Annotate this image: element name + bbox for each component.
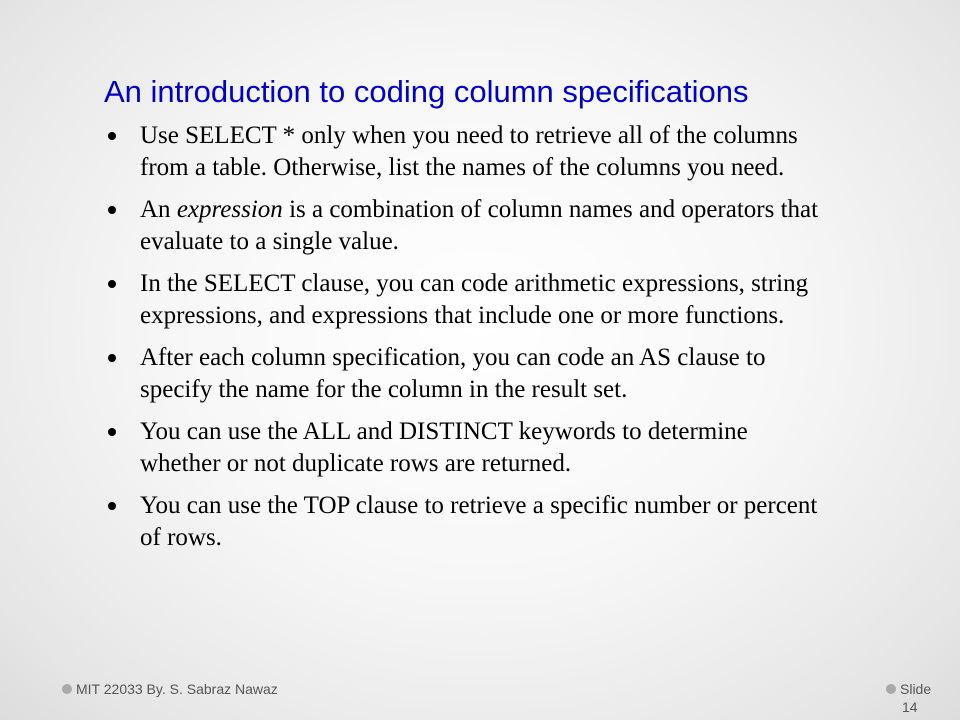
bullet-item xyxy=(104,342,824,406)
bullet-dot-icon xyxy=(108,280,116,288)
bullet-text: You can use the TOP clause to retrieve a specific number or percent of rows. xyxy=(140,492,818,551)
footer-author-text: MIT 22033 By. S. Sabraz Nawaz xyxy=(76,681,278,697)
bullet-text: Use SELECT * only when you need to retrieve all of the columns from a table. Otherwise, list the names of the columns you need. xyxy=(140,122,798,181)
bullet-list xyxy=(104,120,824,564)
bullet-item xyxy=(104,490,824,554)
footer-slide-number xyxy=(886,680,946,716)
footer-author xyxy=(62,680,278,698)
bullet-dot-icon xyxy=(108,354,116,362)
bullet-text: In the SELECT clause, you can code arithmetic expressions, string expressions, and expressions that include one or more functions. xyxy=(140,270,809,329)
footer-bullet-icon xyxy=(62,684,72,694)
bullet-dot-icon xyxy=(108,502,116,510)
bullet-item xyxy=(104,120,824,184)
slide-number: 14 xyxy=(902,699,918,715)
bullet-item xyxy=(104,268,824,332)
slide-title: An introduction to coding column specifications xyxy=(104,74,749,109)
bullet-dot-icon xyxy=(108,428,116,436)
bullet-dot-icon xyxy=(108,206,116,214)
bullet-text: After each column specification, you can code an AS clause to specify the name for the column in the result set. xyxy=(140,344,766,403)
bullet-item xyxy=(104,194,824,258)
bullet-text: An xyxy=(140,196,177,223)
slide-label: Slide xyxy=(900,681,932,697)
bullet-item xyxy=(104,416,824,480)
footer-bullet-icon xyxy=(886,684,896,694)
bullet-emphasis: expression xyxy=(176,196,283,223)
bullet-text: You can use the ALL and DISTINCT keywords to determine whether or not duplicate rows are returned. xyxy=(140,418,748,477)
bullet-text-after: is a combination of column names and operators that evaluate to a single value. xyxy=(140,196,819,255)
bullet-dot-icon xyxy=(108,132,116,140)
